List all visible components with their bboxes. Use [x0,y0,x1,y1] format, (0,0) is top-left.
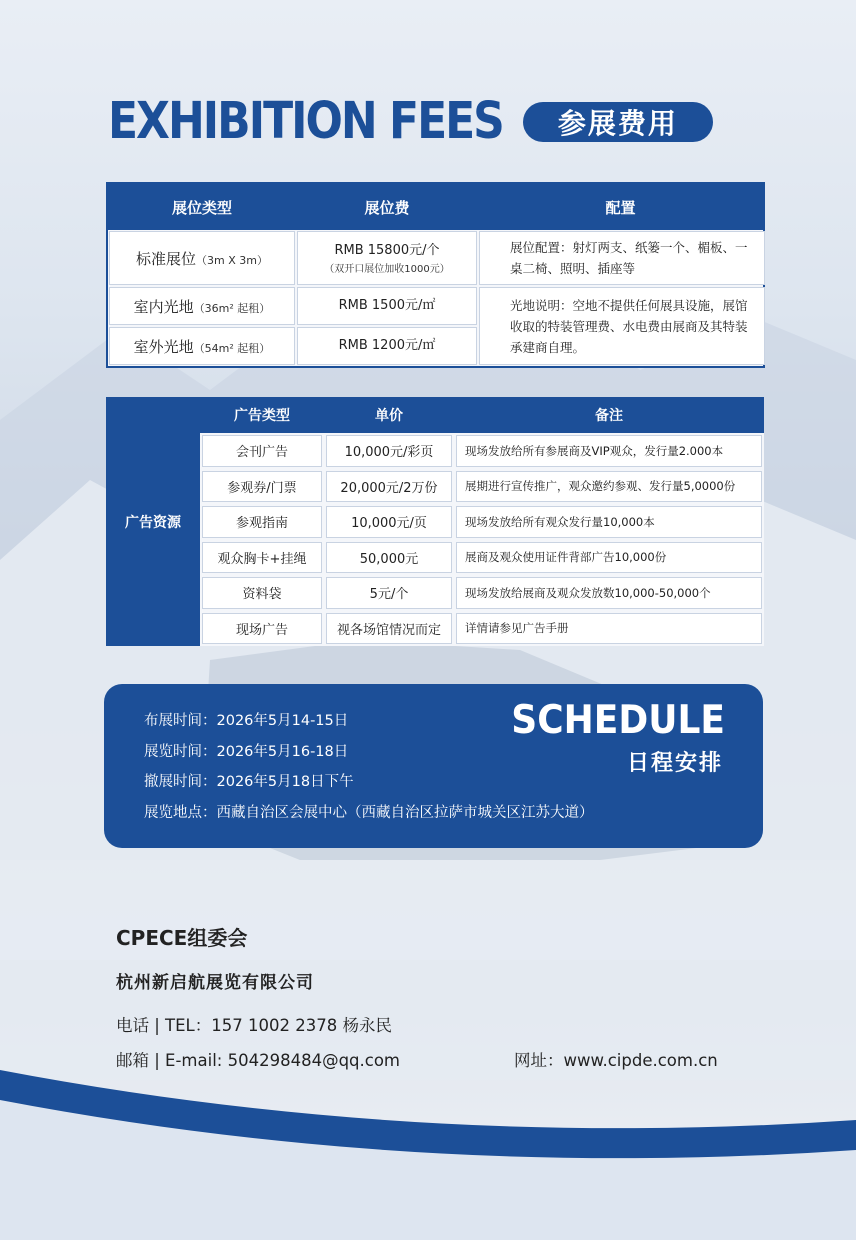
schedule-title-cn: 日程安排 [626,751,723,776]
ad-price: 5元/个 [326,577,452,609]
schedule-show: 展览时间：2026年5月16-18日 [144,743,349,760]
booth-type-cell [109,327,295,365]
ad-type: 会刊广告 [202,435,322,467]
booth-type: 室内光地 [133,297,194,316]
booth-fee-cell [297,287,477,325]
phone-line: 电话 | TEL：157 1002 2378 杨永民 [116,1016,392,1035]
header-booth-fee: 展位费 [364,198,410,217]
ad-price: 50,000元 [326,542,452,574]
booth-table-body [108,230,763,366]
booth-type-note: （54m² 起租） [193,341,271,355]
ad-price: 视各场馆情况而定 [326,613,452,645]
booth-type-cell [109,231,295,285]
ad-type: 观众胸卡+挂绳 [202,542,322,574]
page-header [108,92,713,151]
booth-type: 标准展位 [136,249,197,268]
booth-type-note: （36m² 起租） [193,301,271,315]
ad-price: 20,000元/2万份 [326,471,452,503]
schedule-panel [104,684,763,848]
ad-note: 展期进行宣传推广，观众邀约参观、发行量5,0000份 [456,471,762,503]
ad-note: 现场发放给展商及观众发放数10,000-50,000个 [456,577,762,609]
ad-table-body [200,433,764,646]
booth-fee-note: （双开口展位加收1000元） [324,263,450,275]
table-row [200,504,764,540]
website-line: 网址：www.cipde.com.cn [514,1051,718,1070]
table-row [200,575,764,611]
ad-type: 资料袋 [202,577,322,609]
ad-resource-table [106,397,764,646]
header-note: 备注 [595,408,623,424]
booth-fee-cell [297,327,477,365]
ad-note: 展商及观众使用证件背部广告10,000份 [456,542,762,574]
schedule-setup: 布展时间：2026年5月14-15日 [144,713,349,729]
config-space-cell [479,287,765,365]
ad-type: 参观指南 [202,506,322,538]
ad-table-header [200,397,764,433]
organizer: CPECE组委会 [116,926,248,950]
header-booth-type: 展位类型 [171,198,232,217]
config-standard-cell [479,231,765,285]
email-line: 邮箱 | E-mail: 504298484@qq.com [116,1051,400,1070]
booth-fee-table [106,182,765,368]
title-cn-pill: 参展费用 [523,102,713,142]
schedule-teardown: 撤展时间：2026年5月18日下午 [144,774,354,790]
ad-price: 10,000元/页 [326,506,452,538]
header-config: 配置 [605,198,636,217]
ad-type: 参观券/门票 [202,471,322,503]
ad-price: 10,000元/彩页 [326,435,452,467]
table-row [200,540,764,576]
schedule-venue: 展览地点：西藏自治区会展中心（西藏自治区拉萨市城关区江苏大道） [144,804,594,821]
booth-type: 室外光地 [133,337,194,356]
ad-type: 现场广告 [202,613,322,645]
booth-type-note: （3m X 3m） [196,253,268,267]
config-space: 光地说明：空地不提供任何展具设施，展馆收取的特装管理费、水电费由展商及其特装承建商自理。 [510,297,748,355]
booth-fee: RMB 1200元/㎡ [338,338,436,353]
company-name: 杭州新启航展览有限公司 [116,973,314,993]
ad-note: 详情请参见广告手册 [456,613,762,645]
booth-fee: RMB 1500元/㎡ [338,298,436,313]
title-en: EXHIBITION FEES [108,92,503,151]
header-price: 单价 [375,408,403,424]
header-ad-type: 广告类型 [234,408,290,424]
table-row [200,469,764,505]
config-standard: 展位配置：射灯两支、纸篓一个、楣板、一桌二椅、照明、插座等 [510,240,748,276]
table-row [200,611,764,647]
booth-fee-cell [297,231,477,285]
booth-fee: RMB 15800元/个 [334,242,440,258]
schedule-title-en: SCHEDULE [511,697,725,744]
ad-side-label: 广告资源 [125,514,181,531]
ad-note: 现场发放给所有参展商及VIP观众，发行量2.000本 [456,435,762,467]
ad-note: 现场发放给所有观众发行量10,000本 [456,506,762,538]
table-row [200,433,764,469]
booth-table-header [108,184,763,230]
booth-type-cell [109,287,295,325]
